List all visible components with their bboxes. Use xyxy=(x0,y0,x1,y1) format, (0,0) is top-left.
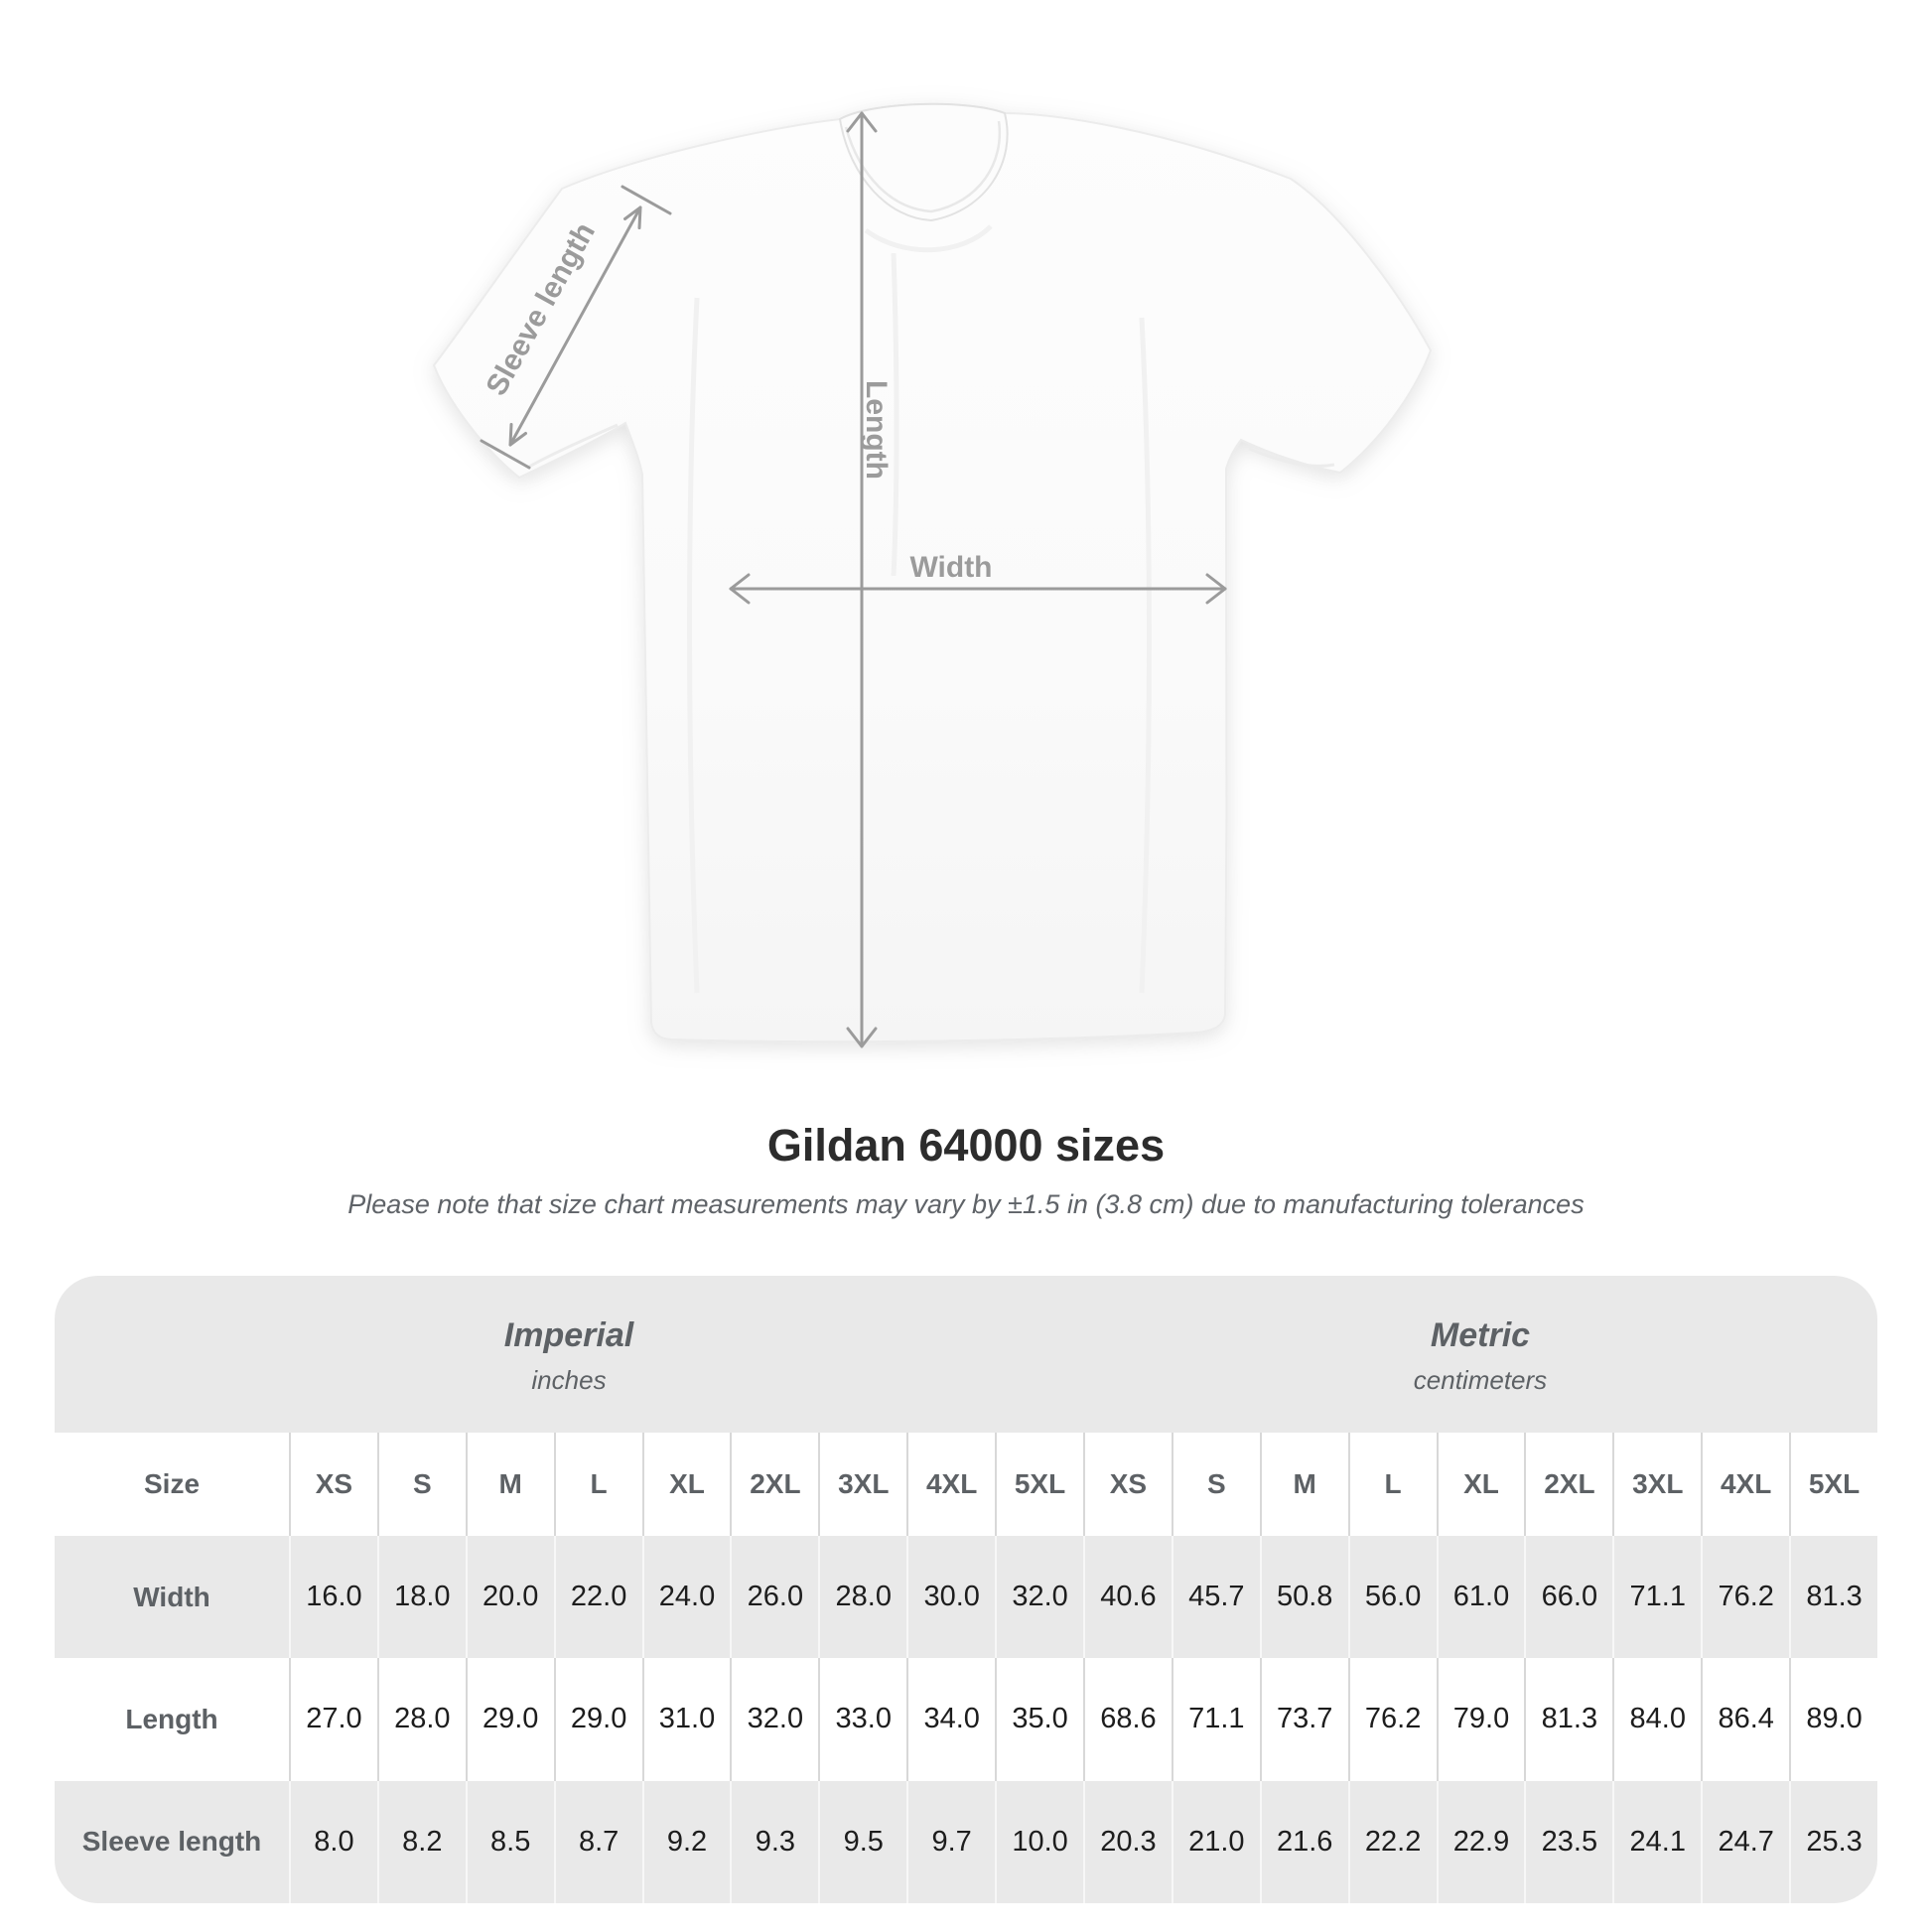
table-cell: 9.5 xyxy=(818,1781,906,1903)
table-cell: 25.3 xyxy=(1789,1781,1877,1903)
table-cell: 24.7 xyxy=(1701,1781,1789,1903)
table-cell: 32.0 xyxy=(730,1658,818,1780)
table-cell: 9.2 xyxy=(642,1781,731,1903)
table-cell: 79.0 xyxy=(1437,1658,1525,1780)
size-header-metric-4xl: 4XL xyxy=(1701,1433,1789,1536)
table-cell: 71.1 xyxy=(1172,1658,1260,1780)
size-header-imperial-4xl: 4XL xyxy=(906,1433,995,1536)
size-header-metric-5xl: 5XL xyxy=(1789,1433,1877,1536)
table-cell: 73.7 xyxy=(1260,1658,1348,1780)
row-label: Width xyxy=(133,1581,210,1612)
table-cell: 24.1 xyxy=(1612,1781,1701,1903)
table-cell: 45.7 xyxy=(1172,1536,1260,1658)
table-cell: 22.2 xyxy=(1348,1781,1437,1903)
size-header-imperial-s: S xyxy=(377,1433,466,1536)
table-cell: 18.0 xyxy=(377,1536,466,1658)
table-cell: 50.8 xyxy=(1260,1536,1348,1658)
table-cell: 20.3 xyxy=(1083,1781,1172,1903)
size-header-imperial-m: M xyxy=(466,1433,554,1536)
tolerance-note: Please note that size chart measurements may vary by ±1.5 in (3.8 cm) due to manufacturing tolerances xyxy=(347,1189,1585,1219)
table-cell: 22.9 xyxy=(1437,1781,1525,1903)
size-header-metric-xl: XL xyxy=(1437,1433,1525,1536)
table-cell: 61.0 xyxy=(1437,1536,1525,1658)
size-header-metric-l: L xyxy=(1348,1433,1437,1536)
unit-group-name: Metric xyxy=(1430,1316,1531,1354)
table-cell: 28.0 xyxy=(818,1536,906,1658)
table-cell: 66.0 xyxy=(1524,1536,1612,1658)
sleeve-length-label: Sleeve length xyxy=(480,216,603,401)
table-cell: 28.0 xyxy=(377,1658,466,1780)
size-header-imperial-xs: XS xyxy=(289,1433,377,1536)
table-cell: 21.0 xyxy=(1172,1781,1260,1903)
unit-group-header xyxy=(55,1276,1083,1433)
table-cell: 31.0 xyxy=(642,1658,731,1780)
table-cell: 40.6 xyxy=(1083,1536,1172,1658)
size-header-metric-xs: XS xyxy=(1083,1433,1172,1536)
table-cell: 29.0 xyxy=(466,1658,554,1780)
size-header-metric-3xl: 3XL xyxy=(1612,1433,1701,1536)
table-cell: 81.3 xyxy=(1524,1658,1612,1780)
table-cell: 8.5 xyxy=(466,1781,554,1903)
table-cell: 89.0 xyxy=(1789,1658,1877,1780)
table-cell: 8.0 xyxy=(289,1781,377,1903)
table-cell: 8.2 xyxy=(377,1781,466,1903)
table-cell: 8.7 xyxy=(554,1781,642,1903)
table-cell: 76.2 xyxy=(1348,1658,1437,1780)
table-cell: 71.1 xyxy=(1612,1536,1701,1658)
table-cell: 23.5 xyxy=(1524,1781,1612,1903)
table-cell: 26.0 xyxy=(730,1536,818,1658)
size-header-imperial-l: L xyxy=(554,1433,642,1536)
table-cell: 20.0 xyxy=(466,1536,554,1658)
size-header-imperial-2xl: 2XL xyxy=(730,1433,818,1536)
table-cell: 21.6 xyxy=(1260,1781,1348,1903)
size-header-metric-s: S xyxy=(1172,1433,1260,1536)
table-cell: 10.0 xyxy=(995,1781,1083,1903)
table-cell: 29.0 xyxy=(554,1658,642,1780)
table-cell: 16.0 xyxy=(289,1536,377,1658)
table-cell: 9.7 xyxy=(906,1781,995,1903)
unit-group-name: Imperial xyxy=(503,1316,634,1354)
size-header-metric-2xl: 2XL xyxy=(1524,1433,1612,1536)
table-cell: 9.3 xyxy=(730,1781,818,1903)
table-cell: 33.0 xyxy=(818,1658,906,1780)
table-cell: 24.0 xyxy=(642,1536,731,1658)
size-header-imperial-3xl: 3XL xyxy=(818,1433,906,1536)
row-label: Length xyxy=(55,1658,289,1780)
size-header-metric-m: M xyxy=(1260,1433,1348,1536)
table-cell: 32.0 xyxy=(995,1536,1083,1658)
table-cell: 84.0 xyxy=(1612,1658,1701,1780)
table-cell: 22.0 xyxy=(554,1536,642,1658)
unit-group-header xyxy=(1083,1276,1877,1433)
row-label: Sleeve length xyxy=(81,1826,262,1858)
table-cell: 34.0 xyxy=(906,1658,995,1780)
size-column-header: Size xyxy=(55,1433,289,1536)
table-cell: 68.6 xyxy=(1083,1658,1172,1780)
table-cell: 81.3 xyxy=(1789,1536,1877,1658)
table-cell: 76.2 xyxy=(1701,1536,1789,1658)
unit-group-unit: inches xyxy=(531,1365,607,1395)
table-cell: 27.0 xyxy=(289,1658,377,1780)
table-cell: 30.0 xyxy=(906,1536,995,1658)
size-table xyxy=(55,1276,1877,1903)
unit-group-unit: centimeters xyxy=(1413,1365,1548,1395)
length-label: Length xyxy=(860,380,893,480)
table-cell: 56.0 xyxy=(1348,1536,1437,1658)
size-header-imperial-5xl: 5XL xyxy=(995,1433,1083,1536)
table-cell: 35.0 xyxy=(995,1658,1083,1780)
width-label: Width xyxy=(909,551,993,584)
table-cell: 86.4 xyxy=(1701,1658,1789,1780)
size-header-imperial-xl: XL xyxy=(642,1433,731,1536)
page-title: Gildan 64000 sizes xyxy=(766,1120,1166,1171)
